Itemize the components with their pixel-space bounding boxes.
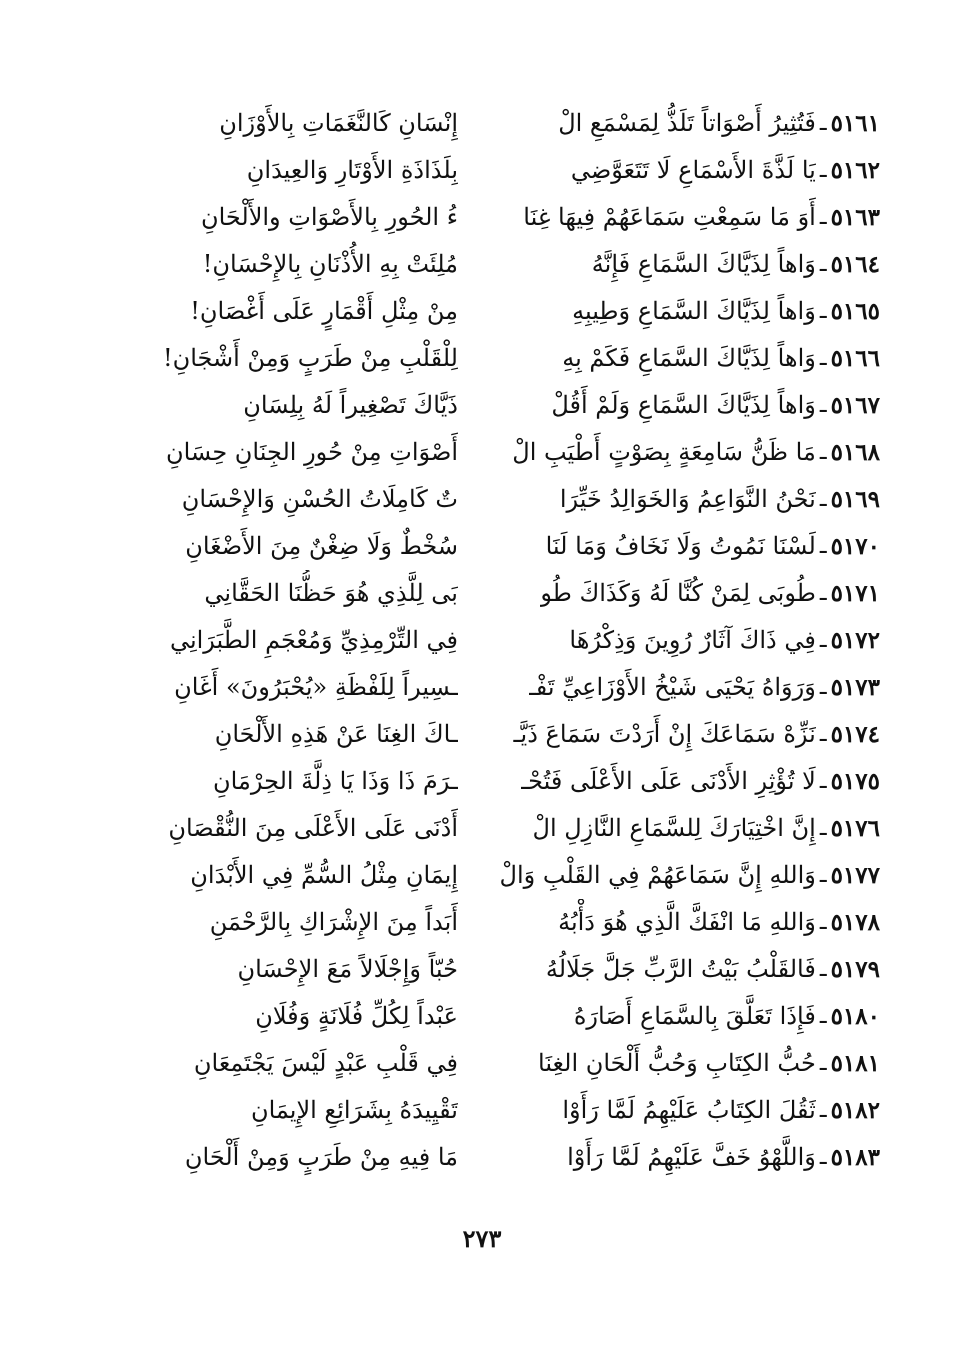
- second-hemistich: تٌ كَامِلَاتُ الحُسْنِ وَالإِحْسَانِ: [181, 485, 458, 513]
- first-hemistich: [490, 758, 880, 805]
- page-number: ٢٧٣: [462, 1224, 502, 1253]
- first-hemistich-text: لَسْنَا نَمُوتُ وَلَا نَخَافُ وَمَا لَنَا: [545, 532, 816, 560]
- first-hemistich-text: حُبُّ الكِتَابِ وَحُبُّ أَلْحَانِ الغِنَا: [538, 1049, 816, 1077]
- first-hemistich: [490, 241, 880, 288]
- second-hemistich: ذَيَّاكَ تَصْغِيراً لَهُ بِلِسَانِ: [243, 391, 458, 419]
- verse-number: ٥١٧٦: [830, 815, 880, 842]
- verse-number: ٥١٨٢: [830, 1097, 880, 1124]
- first-hemistich-text: مَا ظَنُّ سَامِعَةٍ بِصَوْتٍ أَطْيَبِ الْ: [512, 438, 816, 466]
- verse-number-separator: ـ: [819, 251, 827, 277]
- first-hemistich: [490, 993, 880, 1040]
- verse-number: ٥١٦٧: [830, 392, 880, 419]
- first-hemistich-text: وَاللهِ إِنَّ سَمَاعَهُمْ فِي القَلْبِ وَالْ: [499, 861, 816, 889]
- first-hemistich: [490, 476, 880, 523]
- second-hemistich: مَا فِيهِ مِنْ طَرَبٍ وَمِنْ أَلْحَانِ: [184, 1143, 458, 1171]
- verse-number: ٥١٧٤: [830, 721, 880, 748]
- verse-line: [88, 946, 880, 993]
- verse-line: [88, 664, 880, 711]
- second-hemistich: فِي قَلْبِ عَبْدٍ لَيْسَ يَجْتَمِعَانِ: [193, 1049, 458, 1077]
- verse-number: ٥١٦٦: [830, 345, 880, 372]
- first-hemistich-text: فَالقَلْبُ بَيْتُ الرَّبِّ جَلَّ جَلَالُهُ: [545, 955, 816, 983]
- second-hemistich: فِي التِّرْمِذِيِّ وَمُعْجَمِ الطَّبَرَانِي: [169, 626, 458, 654]
- verse-line: [88, 100, 880, 147]
- first-hemistich: [490, 147, 880, 194]
- verse-number-separator: ـ: [819, 533, 827, 559]
- verse-line: [88, 382, 880, 429]
- first-hemistich: [490, 1040, 880, 1087]
- verse-line: [88, 429, 880, 476]
- verse-number: ٥١٧٨: [830, 909, 880, 936]
- verse-number: ٥١٦٨: [830, 439, 880, 466]
- verse-number: ٥١٧٣: [830, 674, 880, 701]
- first-hemistich: [490, 288, 880, 335]
- second-hemistich: إِيمَانِ مِثْلُ السُّمِّ فِي الأَبْدَانِ: [190, 861, 458, 889]
- verse-number-separator: ـ: [819, 627, 827, 653]
- first-hemistich: [490, 523, 880, 570]
- verse-line: [88, 523, 880, 570]
- verse-number: ٥١٧٧: [830, 862, 880, 889]
- first-hemistich-text: وَاللهِ مَا انْفَكَّ الَّذِي هُوَ دَأْبُهُ: [558, 908, 816, 936]
- first-hemistich: [490, 852, 880, 899]
- first-hemistich: [490, 194, 880, 241]
- first-hemistich: [490, 899, 880, 946]
- first-hemistich-text: ثَقُلَ الكِتَابُ عَلَيْهِمُ لَمَّا رَأَوْا: [562, 1096, 816, 1124]
- second-hemistich: بَى لِلَّذِي هُوَ حَظُّنَا الحَقَّانِي: [204, 579, 458, 607]
- first-hemistich-text: نَحْنُ النَّوَاعِمُ وَالخَوَالِدُ خَيِّرَا: [559, 485, 816, 513]
- first-hemistich-text: نَزِّهْ سَمَاعَكَ إِنْ أَرَدْتَ سَمَاعَ ذَيَّـ: [513, 720, 816, 748]
- verse-list: [88, 100, 880, 1181]
- verse-line: [88, 617, 880, 664]
- verse-number: ٥١٦٩: [830, 486, 880, 513]
- verse-line: [88, 476, 880, 523]
- first-hemistich-text: وَاهاً لِذَيَّاكَ السَّمَاعِ وَطِيبِهِ: [572, 297, 816, 325]
- second-hemistich: مُلِئَتْ بِهِ الأُذْنَانِ بِالإِحْسَانِ!: [202, 250, 458, 278]
- first-hemistich: [490, 1134, 880, 1181]
- second-hemistich: أَدْنَى عَلَى الأَعْلَى مِنَ النُّقْصَانِ: [168, 814, 458, 842]
- verse-line: [88, 147, 880, 194]
- verse-number-separator: ـ: [819, 1050, 827, 1076]
- first-hemistich: [490, 570, 880, 617]
- verse-number: ٥١٦١: [830, 110, 880, 137]
- second-hemistich: ءُ الحُورِ بِالأَصْوَاتِ والأَلْحَانِ: [200, 203, 458, 231]
- verse-number: ٥١٧٠: [830, 533, 880, 560]
- second-hemistich: تَقْيِيدَهُ بِشَرَائِعِ الإِيمَانِ: [250, 1096, 458, 1124]
- verse-number: ٥١٧١: [830, 580, 880, 607]
- verse-line: [88, 241, 880, 288]
- second-hemistich: لِلْقَلْبِ مِنْ طَرَبٍ وَمِنْ أَشْجَانِ!: [162, 344, 458, 372]
- second-hemistich: ـاكَ الغِنَا عَنْ هَذِهِ الأَلْحَانِ: [214, 720, 458, 748]
- first-hemistich: [490, 617, 880, 664]
- verse-number-separator: ـ: [819, 298, 827, 324]
- second-hemistich: سُخْطٌ وَلَا ضِغْنٌ مِنَ الأَضْغَانِ: [185, 532, 458, 560]
- first-hemistich-text: وَرَوَاهُ يَحْيَى شَيْخُ الأَوْزَاعِيِّ تَفْـ: [528, 673, 816, 701]
- verse-number-separator: ـ: [819, 486, 827, 512]
- first-hemistich-text: إِنَّ اخْتِيَارَكَ لِلسَّمَاعِ النَّازِلِ الْ: [532, 814, 816, 842]
- verse-number-separator: ـ: [819, 345, 827, 371]
- first-hemistich: [490, 429, 880, 476]
- second-hemistich: بِلَذَاذَةِ الأَوْتَارِ وَالعِيدَانِ: [246, 156, 458, 184]
- second-hemistich: مِنْ مِثْلِ أَقْمَارٍ عَلَى أَغْصَانِ!: [190, 297, 458, 325]
- first-hemistich: [490, 664, 880, 711]
- second-hemistich: أَبَداً مِنَ الإِشْرَاكِ بِالرَّحْمَنِ: [209, 908, 458, 936]
- verse-number-separator: ـ: [819, 110, 827, 136]
- verse-line: [88, 1134, 880, 1181]
- verse-line: [88, 570, 880, 617]
- verse-line: [88, 194, 880, 241]
- verse-number-separator: ـ: [819, 909, 827, 935]
- verse-number-separator: ـ: [819, 1097, 827, 1123]
- verse-number: ٥١٦٥: [830, 298, 880, 325]
- first-hemistich-text: طُوبَى لِمَنْ كُنَّا لَهُ وَكَذَاكَ طُو: [540, 579, 816, 607]
- first-hemistich: [490, 382, 880, 429]
- first-hemistich-text: أَوَ مَا سَمِعْتِ سَمَاعَهُمْ فِيهَا غِنَا: [523, 203, 816, 231]
- first-hemistich-text: يَا لَذَّةَ الأَسْمَاعِ لَا تَتَعَوَّضِي: [570, 156, 816, 184]
- verse-number-separator: ـ: [819, 204, 827, 230]
- first-hemistich-text: وَاللَّهْوُ خَفَّ عَلَيْهِمُ لَمَّا رَأَوْا: [567, 1143, 816, 1171]
- verse-number-separator: ـ: [819, 157, 827, 183]
- verse-number-separator: ـ: [819, 815, 827, 841]
- second-hemistich: أَصْوَاتِ مِنْ حُورِ الجِنَانِ حِسَانِ: [165, 438, 458, 466]
- verse-line: [88, 711, 880, 758]
- first-hemistich: [490, 335, 880, 382]
- verse-line: [88, 1087, 880, 1134]
- verse-number: ٥١٦٤: [830, 251, 880, 278]
- second-hemistich: إِنْسَانِ كَالنَّغَمَاتِ بِالأَوْزَانِ: [219, 109, 458, 137]
- verse-line: [88, 1040, 880, 1087]
- verse-line: [88, 288, 880, 335]
- verse-line: [88, 993, 880, 1040]
- verse-number: ٥١٨١: [830, 1050, 880, 1077]
- verse-number: ٥١٦٣: [830, 204, 880, 231]
- second-hemistich: حُبّاً وَإِجْلَالاً مَعَ الإِحْسَانِ: [237, 955, 458, 983]
- verse-number-separator: ـ: [819, 721, 827, 747]
- verse-line: [88, 852, 880, 899]
- verse-number-separator: ـ: [819, 580, 827, 606]
- verse-number: ٥١٦٢: [830, 157, 880, 184]
- verse-number-separator: ـ: [819, 439, 827, 465]
- verse-line: [88, 758, 880, 805]
- first-hemistich-text: وَاهاً لِذَيَّاكَ السَّمَاعِ فَكَمْ بِهِ: [562, 344, 816, 372]
- second-hemistich: ـرَمَ ذَا وَذَا يَا ذِلَّةَ الحِرْمَانِ: [213, 767, 458, 795]
- verse-number: ٥١٧٢: [830, 627, 880, 654]
- first-hemistich: [490, 1087, 880, 1134]
- verse-number: ٥١٧٩: [830, 956, 880, 983]
- first-hemistich-text: فَإِذَا تَعَلَّقَ بِالسَّمَاعِ أَصَارَهُ: [573, 1002, 816, 1030]
- verse-line: [88, 899, 880, 946]
- second-hemistich: ـسِيراً لِلَفْظَةِ «يُحْبَرُونَ» أَغَانِ: [174, 673, 458, 701]
- verse-number-separator: ـ: [819, 956, 827, 982]
- verse-line: [88, 335, 880, 382]
- first-hemistich-text: وَاهاً لِذَيَّاكَ السَّمَاعِ وَلَمْ أَقُلْ: [551, 391, 816, 419]
- first-hemistich-text: وَاهاً لِذَيَّاكَ السَّمَاعِ فَإِنَّهُ: [591, 250, 816, 278]
- verse-line: [88, 805, 880, 852]
- first-hemistich: [490, 805, 880, 852]
- verse-number-separator: ـ: [819, 674, 827, 700]
- first-hemistich-text: لَا تُؤْثِرِ الأَدْنَى عَلَى الأَعْلَى فَتُحْـ: [521, 767, 816, 795]
- first-hemistich-text: فِي ذَاكَ آثَارٌ رُوِينَ وَذِكْرُهَا: [569, 626, 816, 654]
- verse-number: ٥١٨٠: [830, 1003, 880, 1030]
- second-hemistich: عَبْداً لِكُلِّ فُلَانَةٍ وَفُلَانِ: [255, 1002, 458, 1030]
- verse-number-separator: ـ: [819, 392, 827, 418]
- verse-number-separator: ـ: [819, 768, 827, 794]
- verse-number: ٥١٨٣: [830, 1144, 880, 1171]
- verse-number: ٥١٧٥: [830, 768, 880, 795]
- verse-number-separator: ـ: [819, 862, 827, 888]
- first-hemistich: [490, 711, 880, 758]
- first-hemistich-text: فَتُثِيرُ أَصْوَاتاً تَلَذُّ لِمَسْمَعِ الْ: [558, 109, 816, 137]
- first-hemistich: [490, 100, 880, 147]
- verse-number-separator: ـ: [819, 1144, 827, 1170]
- first-hemistich: [490, 946, 880, 993]
- verse-number-separator: ـ: [819, 1003, 827, 1029]
